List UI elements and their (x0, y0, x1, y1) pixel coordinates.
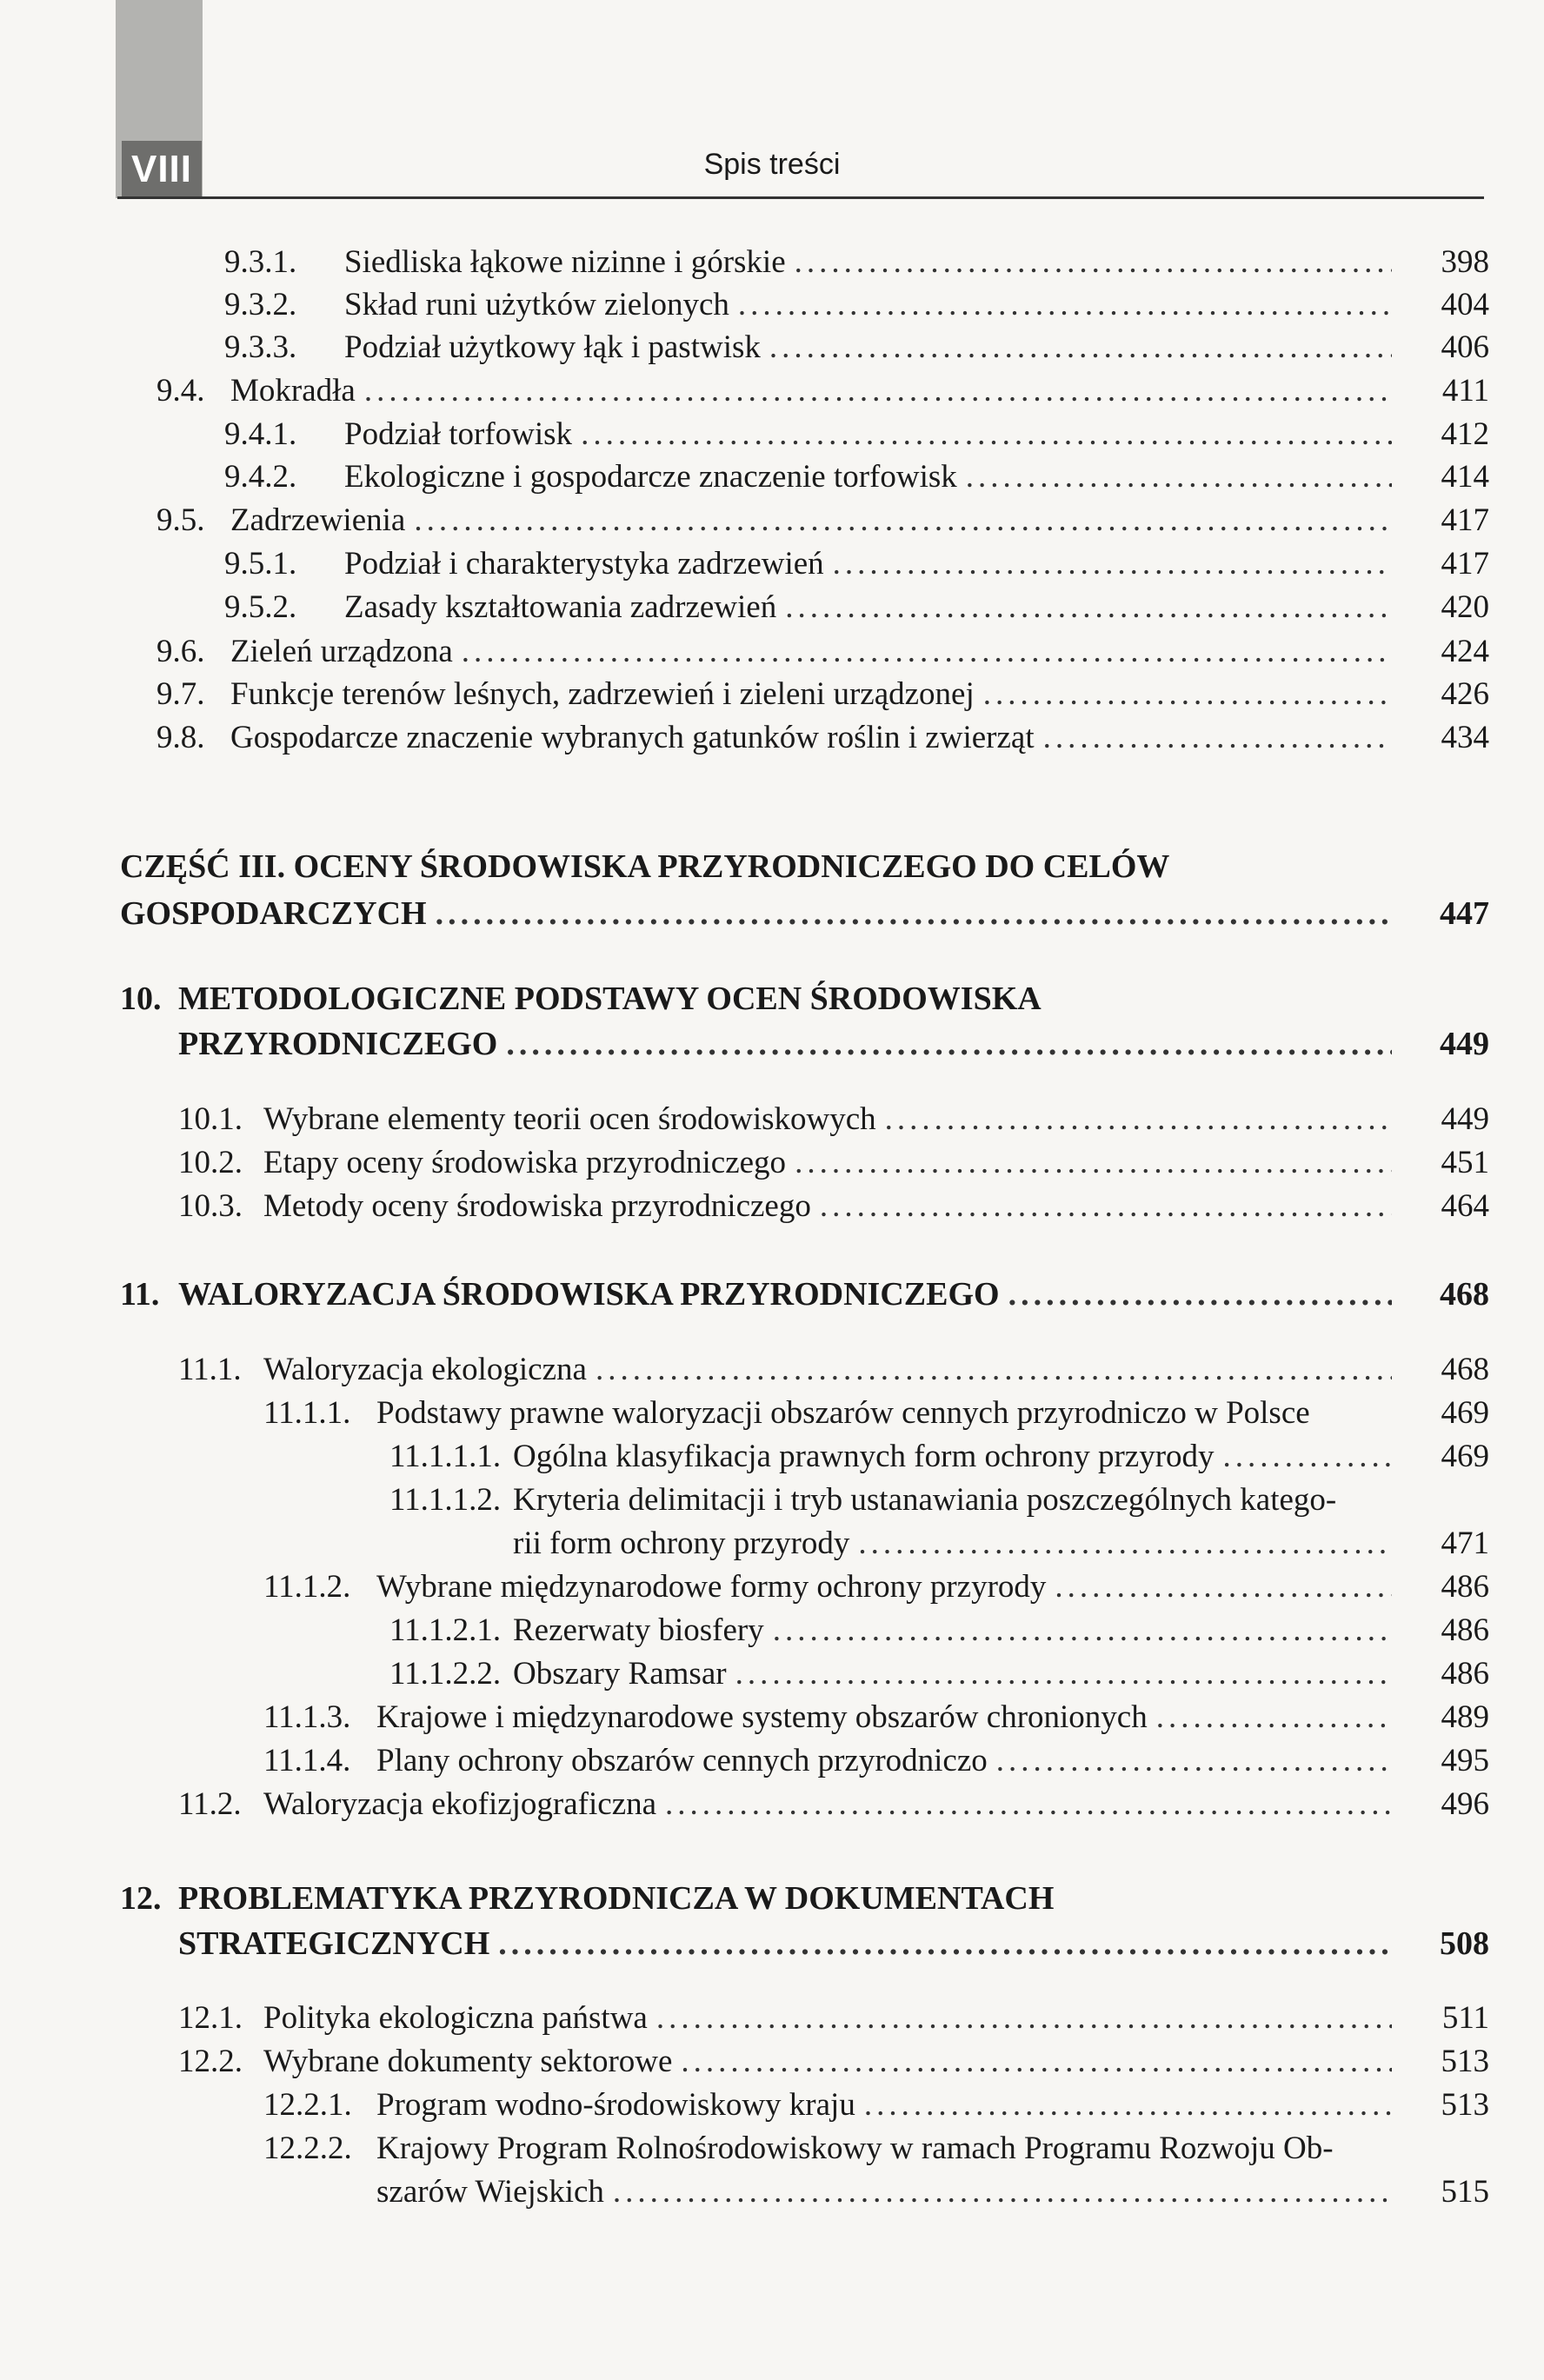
toc-number: 9.5.2. (224, 589, 297, 625)
toc-title: Zasady kształtowania zadrzewień (344, 589, 777, 625)
toc-page: 420 (1441, 589, 1489, 625)
toc-page: 486 (1441, 1612, 1489, 1648)
toc-page: 508 (1440, 1925, 1489, 1962)
toc-number: 9.5.1. (224, 546, 297, 582)
toc-title: rii form ochrony przyrody (513, 1526, 850, 1561)
toc-page: 426 (1441, 676, 1489, 712)
toc-entry[interactable] (0, 585, 1544, 630)
toc-page: 434 (1441, 720, 1489, 755)
leader-dots (795, 240, 1392, 285)
leader-dots (820, 1184, 1392, 1229)
toc-title: Etapy oceny środowiska przyrodniczego (263, 1145, 787, 1180)
toc-page: 468 (1441, 1352, 1489, 1387)
toc-page: 414 (1441, 459, 1489, 495)
leader-dots (864, 2083, 1392, 2128)
toc-number: 9.7. (156, 676, 205, 712)
toc-number: 10.2. (178, 1145, 243, 1180)
chapter-heading-line1: METODOLOGICZNE PODSTAWY OCEN ŚRODOWISKA (178, 981, 1042, 1017)
toc-title: Wybrane międzynarodowe formy ochrony przyrody (376, 1569, 1047, 1605)
toc-number: 9.4. (156, 373, 205, 409)
toc-number: 11.1.3. (263, 1699, 351, 1735)
page-number: VIII (122, 141, 202, 198)
leader-dots (656, 1996, 1392, 2041)
leader-dots (1223, 1434, 1392, 1479)
toc-number: 12.1. (178, 2000, 243, 2036)
toc-page: 406 (1441, 329, 1489, 365)
leader-dots (596, 1347, 1392, 1393)
toc-entry[interactable] (0, 1608, 1544, 1653)
toc-title: Ogólna klasyfikacja prawnych form ochrony przyrody (513, 1439, 1215, 1474)
toc-entry[interactable] (0, 1738, 1544, 1784)
leader-dots (462, 629, 1392, 675)
toc-entry[interactable] (0, 412, 1544, 457)
toc-page: 511 (1441, 2000, 1489, 2036)
toc-number: 9.5. (156, 502, 205, 538)
toc-entry[interactable] (0, 2170, 1544, 2215)
toc-title: Krajowe i międzynarodowe systemy obszarów chronionych (376, 1699, 1148, 1735)
toc-entry[interactable] (0, 1695, 1544, 1740)
toc-number: 11.1. (178, 1352, 242, 1387)
toc-page: 417 (1441, 546, 1489, 582)
chapter-number: 11. (120, 1276, 160, 1313)
toc-number: 11.1.1.1. (389, 1439, 502, 1474)
toc-title: Zadrzewienia (230, 502, 406, 538)
toc-title: Ekologiczne i gospodarcze znaczenie torfowisk (344, 459, 957, 495)
toc-entry[interactable] (0, 715, 1544, 761)
toc-page: 469 (1441, 1439, 1489, 1474)
header-rule (117, 196, 1484, 199)
toc-entry[interactable] (0, 2039, 1544, 2084)
chapter-number: 10. (120, 981, 162, 1017)
toc-entry[interactable] (0, 1521, 1544, 1566)
leader-dots (983, 672, 1392, 717)
toc-entry[interactable] (0, 1652, 1544, 1697)
toc-number: 9.6. (156, 634, 205, 669)
chapter-heading[interactable] (0, 1272, 1544, 1317)
toc-number: 11.1.2. (263, 1569, 351, 1605)
toc-page: 489 (1441, 1699, 1489, 1735)
leader-dots (966, 455, 1392, 500)
toc-number: 11.2. (178, 1786, 242, 1822)
leader-dots (681, 2039, 1392, 2084)
toc-title: Rezerwaty biosfery (513, 1612, 764, 1648)
toc-page: 447 (1440, 895, 1489, 932)
toc-page: 449 (1441, 1101, 1489, 1137)
leader-dots (773, 1608, 1392, 1653)
toc-entry[interactable] (0, 240, 1544, 285)
toc-number: 12.2.2. (263, 2131, 352, 2166)
toc-page: 464 (1441, 1188, 1489, 1224)
leader-dots (996, 1738, 1392, 1784)
toc-number: 10.3. (178, 1188, 243, 1224)
leader-dots (735, 1652, 1392, 1697)
toc-entry[interactable] (0, 629, 1544, 675)
toc-entry[interactable] (0, 1782, 1544, 1827)
leader-dots (795, 1140, 1392, 1186)
leader-dots (1043, 715, 1392, 761)
toc-entry[interactable] (0, 455, 1544, 500)
toc-number: 12.2.1. (263, 2087, 352, 2123)
toc-title: Siedliska łąkowe nizinne i górskie (344, 244, 786, 280)
toc-page: 515 (1441, 2174, 1489, 2210)
toc-number: 11.1.2.2. (389, 1656, 502, 1692)
chapter-heading[interactable] (0, 1921, 1544, 1966)
toc-title: Skład runi użytków zielonych (344, 287, 729, 322)
leader-dots (1156, 1695, 1392, 1740)
toc-title-line1: Krajowy Program Rolnośrodowiskowy w ramach Programu Rozwoju Ob- (376, 2131, 1334, 2166)
toc-page: 513 (1441, 2044, 1489, 2079)
leader-dots (665, 1782, 1392, 1827)
toc-entry[interactable] (0, 1996, 1544, 2041)
leader-dots (833, 542, 1392, 587)
toc-title: Metody oceny środowiska przyrodniczego (263, 1188, 811, 1224)
toc-page: 451 (1441, 1145, 1489, 1180)
toc-title: Podstawy prawne waloryzacji obszarów cennych przyrodniczo w Polsce (376, 1395, 1310, 1431)
toc-title: Wybrane elementy teorii ocen środowiskowych (263, 1101, 876, 1137)
toc-title: STRATEGICZNYCH (178, 1925, 490, 1962)
toc-page: 486 (1441, 1569, 1489, 1605)
toc-entry[interactable] (0, 1565, 1544, 1610)
running-title: Spis treści (703, 148, 841, 181)
leader-dots (858, 1521, 1392, 1566)
toc-page: 424 (1441, 634, 1489, 669)
toc-entry[interactable] (0, 672, 1544, 717)
toc-page: 412 (1441, 416, 1489, 452)
toc-number: 11.1.4. (263, 1743, 351, 1778)
toc-title: Podział i charakterystyka zadrzewień (344, 546, 824, 582)
toc-title: Plany ochrony obszarów cennych przyrodniczo (376, 1743, 988, 1778)
toc-number: 9.3.1. (224, 244, 297, 280)
toc-page: 404 (1441, 287, 1489, 322)
leader-dots (738, 283, 1392, 328)
toc-title: Program wodno-środowiskowy kraju (376, 2087, 855, 2123)
toc-title: Waloryzacja ekofizjograficzna (263, 1786, 657, 1822)
toc-entry[interactable] (0, 283, 1544, 328)
toc-entry[interactable] (0, 1391, 1544, 1436)
chapter-number: 12. (120, 1880, 162, 1917)
leader-dots (364, 369, 1392, 414)
toc-page: 496 (1441, 1786, 1489, 1822)
toc-page: 411 (1441, 373, 1489, 409)
chapter-heading[interactable] (0, 1021, 1544, 1067)
toc-number: 9.8. (156, 720, 205, 755)
toc-number: 9.4.1. (224, 416, 297, 452)
toc-entry[interactable] (0, 369, 1544, 414)
leader-dots (613, 2170, 1392, 2215)
leader-dots (785, 585, 1392, 630)
toc-number: 11.1.2.1. (389, 1612, 502, 1648)
toc-entry[interactable] (0, 1347, 1544, 1393)
toc-number: 10.1. (178, 1101, 243, 1137)
chapter-heading-line1: PROBLEMATYKA PRZYRODNICZA W DOKUMENTACH (178, 1880, 1055, 1917)
leader-dots (498, 1921, 1392, 1966)
toc-title: Obszary Ramsar (513, 1656, 727, 1692)
toc-title: GOSPODARCZYCH (120, 895, 427, 932)
toc-title: Podział użytkowy łąk i pastwisk (344, 329, 761, 365)
toc-entry[interactable] (0, 2083, 1544, 2128)
toc-title-line1: Kryteria delimitacji i tryb ustanawiania poszczególnych katego- (513, 1482, 1337, 1518)
toc-page: 495 (1441, 1743, 1489, 1778)
toc-title: Zieleń urządzona (230, 634, 453, 669)
toc-entry[interactable] (0, 1140, 1544, 1186)
leader-dots (1055, 1565, 1392, 1610)
toc-title: Podział torfowisk (344, 416, 573, 452)
toc-entry[interactable] (0, 542, 1544, 587)
toc-page: 469 (1441, 1395, 1489, 1431)
toc-entry[interactable] (0, 1184, 1544, 1229)
toc-number: 9.4.2. (224, 459, 297, 495)
toc-number: 11.1.1. (263, 1395, 351, 1431)
toc-title: Funkcje terenów leśnych, zadrzewień i zieleni urządzonej (230, 676, 975, 712)
toc-number: 9.3.3. (224, 329, 297, 365)
toc-page: 486 (1441, 1656, 1489, 1692)
leader-dots (769, 325, 1392, 370)
leader-dots (506, 1021, 1392, 1067)
toc-page: 471 (1441, 1526, 1489, 1561)
toc-title: Mokradła (230, 373, 356, 409)
leader-dots (414, 498, 1392, 543)
toc-page: 468 (1440, 1276, 1489, 1313)
leader-dots (885, 1097, 1392, 1142)
part-heading[interactable] (0, 891, 1544, 936)
toc-page: 417 (1441, 502, 1489, 538)
toc-title: Gospodarcze znaczenie wybranych gatunków roślin i zwierząt (230, 720, 1035, 755)
toc-title: PRZYRODNICZEGO (178, 1026, 498, 1062)
leader-dots (1008, 1272, 1392, 1317)
leader-dots (436, 891, 1392, 936)
toc-title: Waloryzacja ekologiczna (263, 1352, 587, 1387)
toc-title: szarów Wiejskich (376, 2174, 604, 2210)
toc-entry[interactable] (0, 325, 1544, 370)
toc-entry[interactable] (0, 498, 1544, 543)
toc-number: 12.2. (178, 2044, 243, 2079)
toc-page: 513 (1441, 2087, 1489, 2123)
leader-dots (581, 412, 1392, 457)
toc-page: 449 (1440, 1026, 1489, 1062)
toc-entry[interactable] (0, 1434, 1544, 1479)
toc-title: Polityka ekologiczna państwa (263, 2000, 648, 2036)
toc-title: Wybrane dokumenty sektorowe (263, 2044, 673, 2079)
toc-entry[interactable] (0, 1097, 1544, 1142)
toc-number: 11.1.1.2. (389, 1482, 502, 1518)
part-heading-line1: CZĘŚĆ III. OCENY ŚRODOWISKA PRZYRODNICZEGO DO CELÓW (120, 848, 1170, 885)
toc-page: 398 (1441, 244, 1489, 280)
toc-number: 9.3.2. (224, 287, 297, 322)
toc-title: WALORYZACJA ŚRODOWISKA PRZYRODNICZEGO (178, 1276, 1000, 1313)
